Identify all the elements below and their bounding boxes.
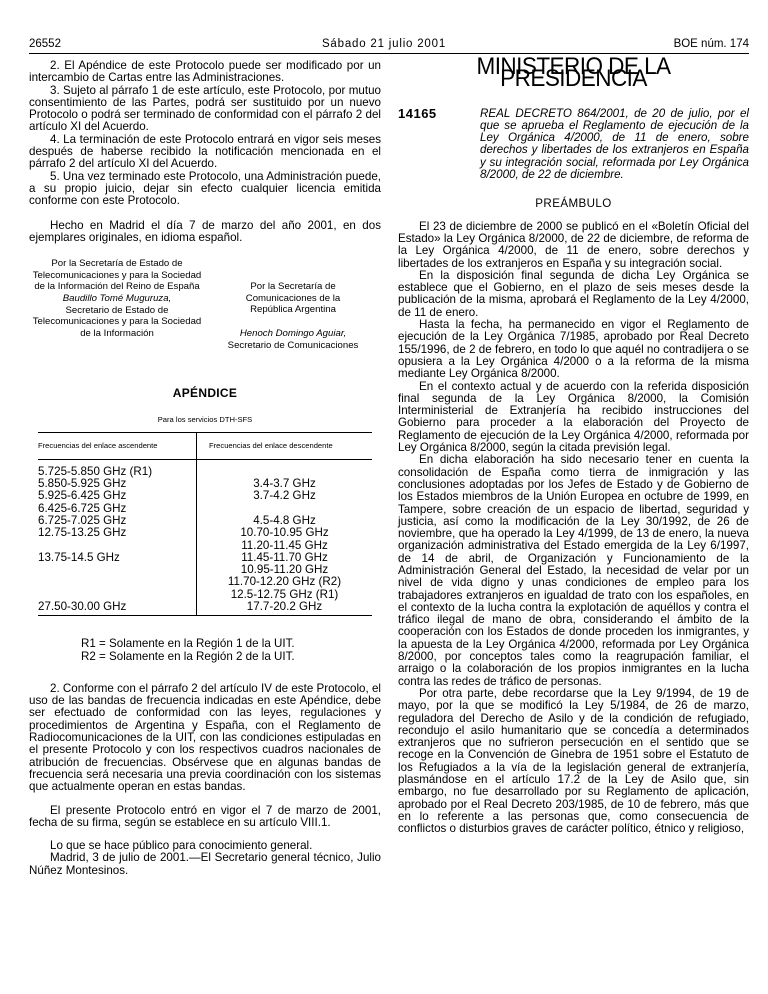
protocol-paragraph: 5. Una vez terminado este Protocolo, una Administración puede, a su propio juicio, dejar sin efecto cualquier licencia emitida conforme con este Protocolo.: [29, 169, 381, 208]
downlink-cell: 11.70-12.20 GHz (R2): [197, 576, 373, 588]
preamble-paragraph: Por otra parte, debe recordarse que la Ley 9/1994, de 19 de mayo, por la que se modificó la Ley 5/1984, de 26 de marzo, reguladora del Derecho de Asilo y de la condición de refugiado, recondujo el asilo humanitario que se concedía a determinados extranjeros que no sufrieron persecución en el sentido que se recoge en la Convención de Ginebra de 1951 sobre el Estatuto de los Refugiados a la vía de la legislación general de extranjería, plasmándose en el artículo 17.2 de la Ley de Asilo que, sin embargo, no fue desarrollado por su Reglamento de aplicación, aprobado por el Real Decreto 203/1985, de 10 de febrero, más que en lo referente a las personas que, como consecuencia de conflictos o disturbios graves de carácter político, étnico y religioso,: [398, 686, 749, 836]
right-column: [398, 53, 749, 836]
frequency-table: [38, 414, 372, 616]
uplink-cell: [38, 564, 197, 576]
signature-org: Por la Secretaría de Comunicaciones de la República Argentina: [245, 281, 341, 316]
preamble-paragraph: Hasta la fecha, ha permanecido en vigor el Reglamento de ejecución de la Ley Orgánica 7/1985, aprobado por Real Decreto 155/1996, de 2 de febrero, en todo lo que aquél no contradijera o se opusiera a la Ley Orgánica 4/2000 o a la reforma de la misma mediante Ley Orgánica 8/2000.: [398, 318, 749, 381]
downlink-cell: 3.4-3.7 GHz: [197, 478, 373, 490]
table-caption: Para los servicios DTH-SFS: [38, 414, 372, 432]
signatory-name: Henoch Domingo Aguiar,: [239, 327, 347, 339]
closing-signature: Madrid, 3 de julio de 2001.—El Secretario general técnico, Julio Núñez Montesinos.: [29, 851, 381, 877]
preamble-paragraph: En dicha elaboración ha sido necesario tener en cuenta la consolidación de España como tierra de inmigración y las conclusiones adoptadas por los Jefes de Estado y de Gobierno de los Estados miembros de la Unión Europea en octubre de 1999, en Tampere, sobre creación de un espacio de libertad, seguridad y justicia, así como la modificación de la Ley 30/1992, de 26 de noviembre, que ha operado la Ley 4/1999, de 13 de enero, la nueva organización administrativa del Estado emergida de la Ley 6/1997, de 14 de abril, de Organización y Funcionamiento de la Administración General del Estado, la necesidad de velar por un nivel de vida digno y unas condiciones de empleo para los trabajadores extranjeros en igualdad de trato con los españoles, en el contexto de la lucha contra la explotación de aquéllos y contra el tráfico ilegal de mano de obra, considerando el ámbito de la cooperación con los Estados de donde proceden los inmigrantes, y la apuesta de la Ley Orgánica 4/2000, reformada por Ley Orgánica 8/2000, por conceptos tales como la reagrupación familiar, el arraigo o la colaboración de los propios inmigrantes en la lucha contra las redes de tráfico de personas.: [398, 453, 749, 688]
table-body: [38, 459, 372, 616]
signature-org: Por la Secretaría de Estado de Telecomunicaciones y para la Sociedad de la Información del Reino de España: [32, 258, 202, 293]
signatory-title: Secretario de Estado de Telecomunicaciones y para la Sociedad de la Información: [32, 304, 202, 339]
downlink-cell: 11.45-11.70 GHz: [197, 552, 373, 564]
table-row: [38, 490, 372, 502]
signatory-name: Baudillo Tomé Muguruza,: [62, 292, 172, 304]
uplink-cell: [38, 540, 197, 552]
downlink-cell: 10.70-10.95 GHz: [197, 527, 373, 539]
uplink-header: Frecuencias del enlace ascendente: [38, 432, 197, 459]
uplink-cell: 6.425-6.725 GHz: [38, 501, 127, 515]
bulletin-number: BOE núm. 174: [673, 38, 749, 50]
downlink-header: Frecuencias del enlace descendente: [197, 432, 373, 459]
uplink-cell: 5.725-5.850 GHz (R1): [38, 464, 153, 478]
downlink-cell: 11.20-11.45 GHz: [197, 540, 373, 552]
downlink-cell: 4.5-4.8 GHz: [197, 515, 373, 527]
downlink-cell: 10.95-11.20 GHz: [197, 564, 373, 576]
protocol-paragraph: 4. La terminación de este Protocolo entrará en vigor seis meses después de haberse recibido la notificación mencionada en el párrafo 2 del artículo XI del Acuerdo.: [29, 132, 381, 171]
downlink-cell: 12.5-12.75 GHz (R1): [197, 589, 373, 601]
table-row: [38, 459, 372, 478]
decree-number: 14165: [398, 105, 437, 121]
done-in-paragraph: Hecho en Madrid el día 7 de marzo del año 2001, en dos ejemplares originales, en idioma español.: [29, 218, 381, 244]
publication-paragraph: Lo que se hace público para conocimiento general.: [50, 839, 313, 853]
appendix-paragraph: 2. Conforme con el párrafo 2 del artículo IV de este Protocolo, el uso de las bandas de frecuencia indicadas en este Apéndice, debe ser efectuado de conformidad con las leyes, regulaciones y procedimientos de Argentina y España, con el Reglamento de Radiocomunicaciones de la UIT, con las condiciones estipuladas en el presente Protocolo y con los respectivos cuadros nacionales de atribución de frecuencias. Obsérvese que en algunas bandas de frecuencia será necesaria una previa coordinación con los sistemas que actualmente operan en estas bandas.: [29, 681, 381, 794]
issue-date: Sábado 21 julio 2001: [321, 38, 447, 50]
uplink-cell: [38, 576, 197, 588]
preamble-paragraph: En la disposición final segunda de dicha Ley Orgánica se establece que el Gobierno, en el plazo de seis meses desde la publicación de la misma, aprobará el Reglamento de la Ley 4/2000, de 11 de enero.: [398, 268, 749, 319]
downlink-cell: [197, 459, 373, 478]
appendix-title: APÉNDICE: [172, 386, 238, 401]
signature-argentina: [205, 258, 381, 351]
note-r1: R1 = Solamente en la Región 1 de la UIT.: [81, 637, 295, 651]
uplink-cell: 27.50-30.00 GHz: [38, 601, 197, 616]
preamble-body: [398, 221, 749, 836]
entry-into-force-paragraph: El presente Protocolo entró en vigor el 7 de marzo de 2001, fecha de su firma, según se establece en su artículo VIII.1.: [29, 803, 381, 829]
uplink-cell: 5.925-6.425 GHz: [38, 489, 127, 503]
uplink-cell: 13.75-14.5 GHz: [38, 550, 120, 564]
protocol-paragraph: 2. El Apéndice de este Protocolo puede ser modificado por un intercambio de Cartas entre las Administraciones.: [29, 59, 381, 85]
uplink-cell: 12.75-13.25 GHz: [38, 526, 127, 540]
preamble-heading: PREÁMBULO: [535, 197, 612, 211]
table-row: [38, 576, 372, 588]
preamble-paragraph: En el contexto actual y de acuerdo con la referida disposición final segunda de la Ley Orgánica 8/2000, la Comisión Interministerial de Extranjería ha recibido instrucciones del Gobierno para proceder a la elaboración del Proyecto de Reglamento de ejecución de la Ley Orgánica 4/2000, reformada por Ley Orgánica 8/2000, según la citada previsión legal.: [398, 379, 749, 455]
protocol-paragraph: 3. Sujeto al párrafo 1 de este artículo, este Protocolo, por mutuo consentimiento de las Partes, podrá ser sustituido por un nuevo Protocolo o podrá ser terminado de conformidad con el párrafo 2 del artículo XI del Acuerdo.: [29, 83, 381, 134]
page-number: 26552: [29, 38, 61, 50]
signature-block: [29, 258, 381, 351]
downlink-cell: 3.7-4.2 GHz: [197, 490, 373, 502]
downlink-cell: 17.7-20.2 GHz: [197, 601, 373, 616]
signatory-title: Secretario de Comunicaciones: [227, 339, 359, 351]
uplink-cell: 6.725-7.025 GHz: [38, 513, 127, 527]
signature-spain: [29, 258, 205, 351]
note-r2: R2 = Solamente en la Región 2 de la UIT.: [81, 649, 295, 663]
decree-header: [398, 105, 749, 182]
uplink-cell: 5.850-5.925 GHz: [38, 477, 127, 491]
table-row: [38, 601, 372, 616]
table-row: [38, 540, 372, 552]
left-column: [29, 60, 381, 877]
decree-title: REAL DECRETO 864/2001, de 20 de julio, por el que se aprueba el Reglamento de ejecución de la Ley Orgánica 4/2000, de 11 de enero, sobre derechos y libertades de los extranjeros en España y su integración social, reformada por Ley Orgánica 8/2000, de 22 de diciembre.: [480, 106, 749, 182]
preamble-paragraph: El 23 de diciembre de 2000 se publicó en el «Boletín Oficial del Estado» la Ley Orgánica 8/2000, de 22 de diciembre, de reforma de la Ley Orgánica 4/2000, de 11 de enero, sobre derechos y libertades de los extranjeros en España y su integración social.: [398, 219, 749, 270]
table-row: [38, 527, 372, 539]
ministry-heading: MINISTERIO DE LA PRESIDENCIA: [476, 53, 671, 93]
table-notes: [29, 638, 381, 663]
